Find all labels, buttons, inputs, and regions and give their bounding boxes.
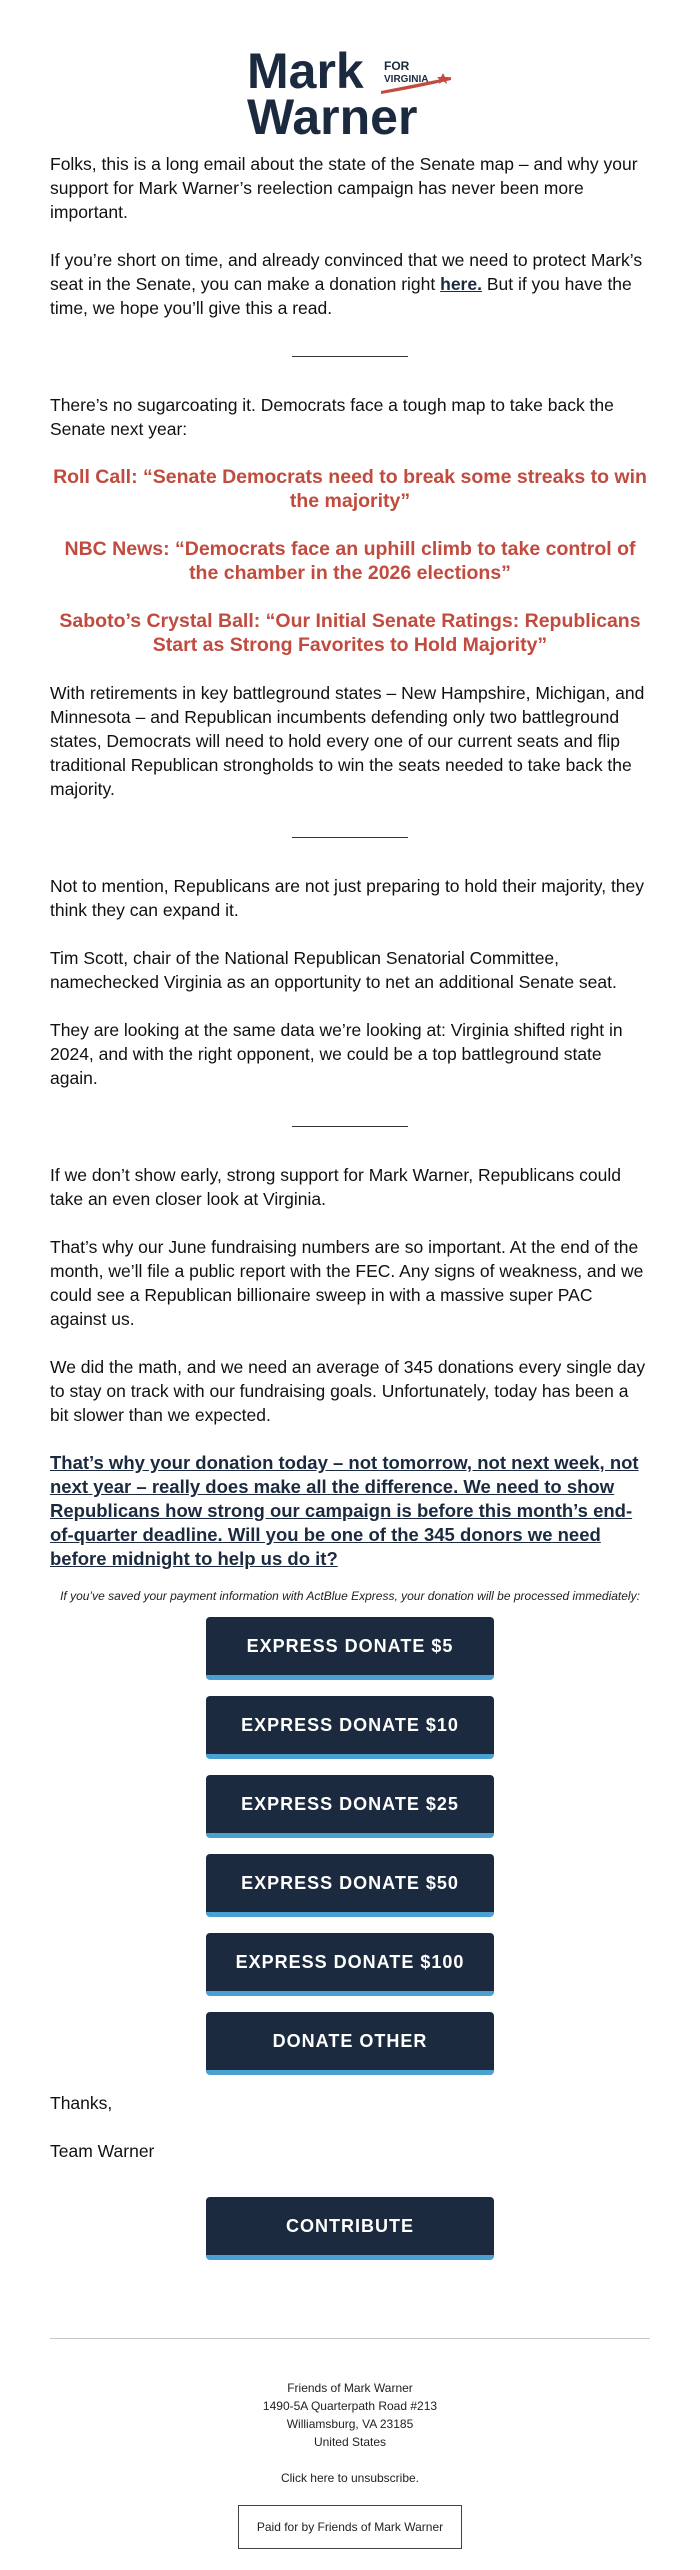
map-paragraph: There’s no sugarcoating it. Democrats face a tough map to take back the Senate next year: xyxy=(50,395,614,439)
unsubscribe-link[interactable]: Click here to unsubscribe. xyxy=(280,2471,420,2485)
section-divider xyxy=(292,837,408,838)
retirements-paragraph: With retirements in key battleground states – New Hampshire, Michigan, and Minnesota – and Republican incumbents defending only two battleground states, Democrats will need to hold every one of our current seats and flip traditional Republican strongholds to win the seats needed to take back the majority. xyxy=(50,683,645,799)
express-donate-50-button[interactable]: EXPRESS DONATE $50 xyxy=(206,1854,494,1917)
math-paragraph: We did the math, and we need an average of 345 donations every single day to stay on track with our fundraising goals. Unfortunately, today has been a bit slower than we expected. xyxy=(50,1357,646,1425)
quote-nbc-news: NBC News: “Democrats face an uphill climb to take control of the chamber in the 2026 elections” xyxy=(64,538,636,584)
donate-other-button[interactable]: DONATE OTHER xyxy=(206,2012,494,2075)
mark-warner-logo xyxy=(247,44,453,138)
donate-here-link[interactable]: here. xyxy=(440,274,482,294)
tim-scott-paragraph: Tim Scott, chair of the National Republican Senatorial Committee, namechecked Virginia as an opportunity to net an additional Senate seat. xyxy=(50,948,617,992)
virginia-shift-paragraph: They are looking at the same data we’re looking at: Virginia shifted right in 2024, and with the right opponent, we could be a top battleground state again. xyxy=(50,1020,623,1088)
express-donate-10-button[interactable]: EXPRESS DONATE $10 xyxy=(206,1696,494,1759)
section-divider xyxy=(292,1126,408,1127)
footer-address-line-2: Williamsburg, VA 23185 xyxy=(286,2417,414,2431)
footer xyxy=(0,2379,700,2549)
intro-paragraph-2 xyxy=(50,248,650,320)
intro-p2-after: But if you have the time, we hope you’ll give this a read. xyxy=(50,274,632,318)
section-divider xyxy=(292,356,408,357)
actblue-express-note: If you’ve saved your payment information with ActBlue Express, your donation will be processed immediately: xyxy=(60,1589,640,1603)
team-warner-signature: Team Warner xyxy=(50,2141,155,2161)
email-body xyxy=(0,44,700,2549)
logo-for-text: FOR xyxy=(384,59,410,73)
express-donate-25-button[interactable]: EXPRESS DONATE $25 xyxy=(206,1775,494,1838)
early-support-paragraph: If we don’t show early, strong support for Mark Warner, Republicans could take an even closer look at Virginia. xyxy=(50,1165,621,1209)
quote-crystal-ball: Saboto’s Crystal Ball: “Our Initial Senate Ratings: Republicans Start as Strong Favorites to Hold Majority” xyxy=(59,610,641,656)
quote-roll-call: Roll Call: “Senate Democrats need to break some streaks to win the majority” xyxy=(53,466,647,512)
footer-org-name: Friends of Mark Warner xyxy=(287,2381,413,2395)
footer-divider xyxy=(50,2338,650,2339)
contribute-button[interactable]: CONTRIBUTE xyxy=(206,2197,494,2260)
thanks-text: Thanks, xyxy=(50,2093,113,2113)
express-donate-100-button[interactable]: EXPRESS DONATE $100 xyxy=(206,1933,494,1996)
paid-for-disclaimer: Paid for by Friends of Mark Warner xyxy=(238,2505,462,2549)
express-donate-5-button[interactable]: EXPRESS DONATE $5 xyxy=(206,1617,494,1680)
logo-virginia-text: VIRGINIA xyxy=(384,74,429,85)
expand-paragraph: Not to mention, Republicans are not just preparing to hold their majority, they think they can expand it. xyxy=(50,876,645,920)
logo-mark-text: Mark xyxy=(247,44,364,99)
footer-address-line-1: 1490-5A Quarterpath Road #213 xyxy=(262,2399,438,2413)
intro-paragraph-1: Folks, this is a long email about the state of the Senate map – and why your support for Mark Warner’s reelection campaign has never been more important. xyxy=(50,154,638,222)
logo-warner-text: Warner xyxy=(247,89,418,138)
donation-cta-link[interactable]: That’s why your donation today – not tomorrow, not next week, not next year – really does make all the difference. We need to show Republicans how strong our campaign is before this month’s end-of-quarter deadline. Will you be one of the 345 donors we need before midnight to help us do it? xyxy=(50,1452,639,1569)
june-numbers-paragraph: That’s why our June fundraising numbers are so important. At the end of the month, we’ll file a public report with the FEC. Any signs of weakness, and we could see a Republican billionaire sweep in with a massive super PAC against us. xyxy=(50,1237,644,1329)
intro-p2-before: If you’re short on time, and already convinced that we need to protect Mark’s seat in the Senate, you can make a donation right xyxy=(50,250,643,294)
footer-country: United States xyxy=(313,2435,387,2449)
